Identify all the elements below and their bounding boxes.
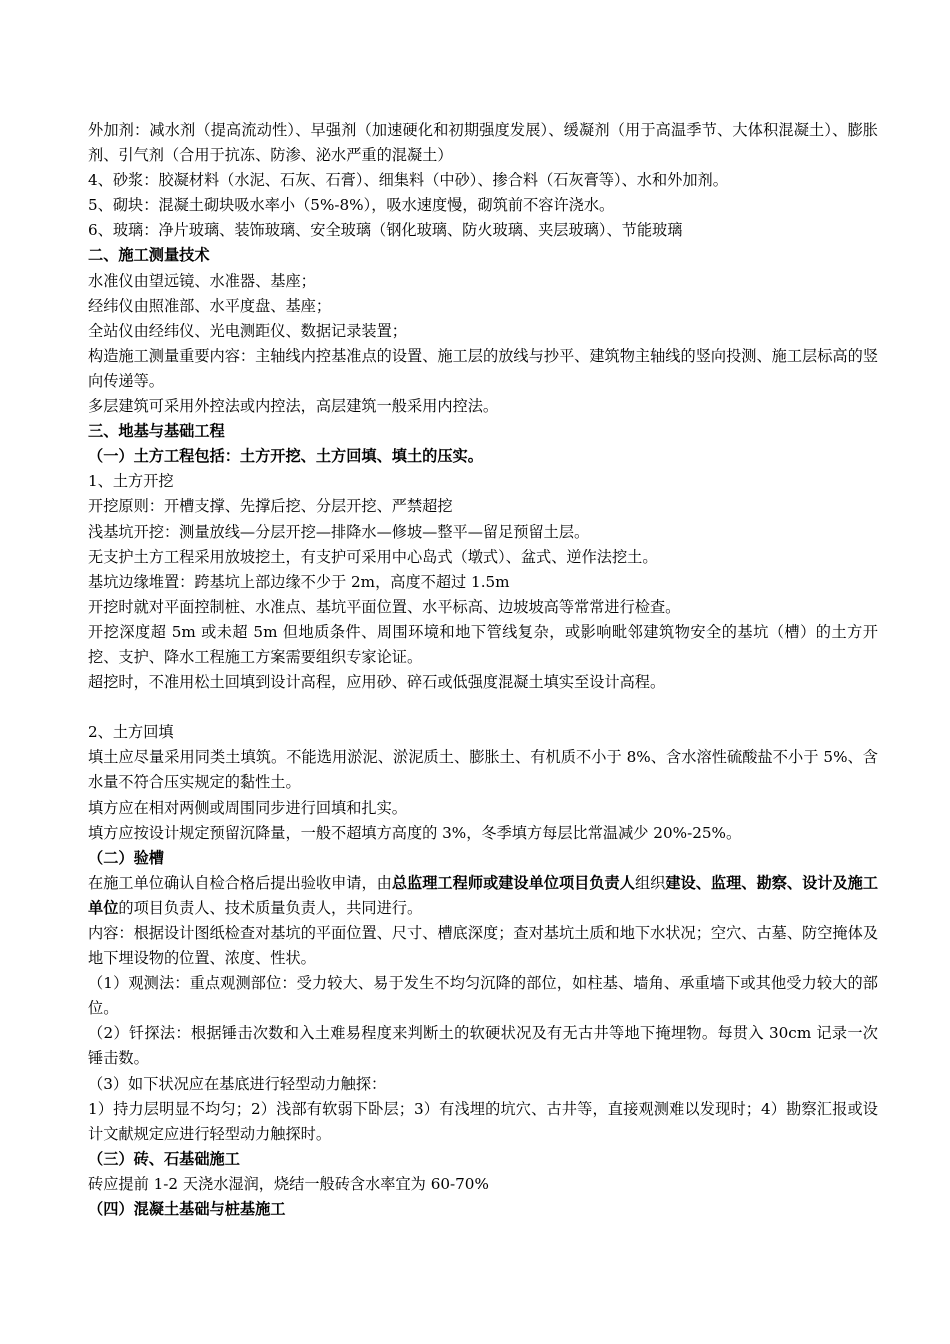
item-backfill: 2、土方回填: [88, 723, 174, 742]
support-method-paragraph: 无支护土方工程采用放坡挖土，有支护可采用中心岛式（墩式）、盆式、逆作法挖土。: [88, 547, 658, 566]
section-heading-survey: 二、施工测量技术: [88, 246, 210, 265]
glass-paragraph: 6、玻璃：净片玻璃、装饰玻璃、安全玻璃（钢化玻璃、防火玻璃、夹层玻璃）、节能玻璃: [88, 221, 683, 240]
subheading-earthwork: （一）土方工程包括：土方开挖、土方回填、填土的压实。: [88, 447, 483, 466]
fill-soil-paragraph: 填土应尽量采用同类土填筑。不能选用淤泥、淤泥质土、膨胀土、有机质不小于 8%、含水溶性硫酸盐不小于 5%、含水量不符合压实规定的黏性土。: [88, 748, 878, 792]
fill-sides-paragraph: 填方应在相对两侧或周围同步进行回填和扎实。: [88, 798, 407, 817]
settlement-paragraph: 填方应按设计规定预留沉降量，一般不超填方高度的 3%，冬季填方每层比常温减少 20%-25%。: [88, 823, 742, 842]
excavation-check-paragraph: 开挖时就对平面控制桩、水准点、基坑平面位置、水平标高、边坡坡高等常常进行检查。: [88, 597, 681, 616]
survey-content-paragraph: 构造施工测量重要内容：主轴线内控基准点的设置、施工层的放线与抄平、建筑物主轴线的竖向投测、施工层标高的竖向传递等。: [88, 346, 878, 390]
penetration-conditions-list: 1）持力层明显不均匀；2）浅部有软弱下卧层；3）有浅埋的坑穴、古井等，直接观测难以发现时；4）勘察汇报或设计文献规定应进行轻型动力触探时。: [88, 1099, 878, 1143]
inspection-text-1: 在施工单位确认自检合格后提出验收申请，由: [88, 873, 392, 892]
subheading-brick-foundation: （三）砖、石基础施工: [88, 1149, 240, 1168]
subheading-trench-inspection: （二）验槽: [88, 848, 164, 867]
inspection-bold-2: 建设、监理、勘察、设计及施工单位: [88, 873, 879, 917]
excavation-principle-paragraph: 开挖原则：开槽支撑、先撑后挖、分层开挖、严禁超挖: [88, 497, 453, 516]
item-excavation: 1、土方开挖: [88, 472, 174, 491]
control-method-paragraph: 多层建筑可采用外控法或内控法，高层建筑一般采用内控法。: [88, 397, 499, 416]
observation-method-paragraph: （1）观测法：重点观测部位：受力较大、易于发生不均匀沉降的部位，如柱基、墙角、承重墙下或其他受力较大的部位。: [88, 974, 878, 1018]
inspection-text-2: 组织: [634, 873, 666, 892]
document-page: [88, 118, 878, 1222]
brick-moisture-paragraph: 砖应提前 1-2 天浇水湿润，烧结一般砖含水率宜为 60-70%: [88, 1174, 489, 1193]
inspection-bold-1: 总监理工程师或建设单位项目负责人: [391, 873, 635, 892]
edge-stacking-paragraph: 基坑边缘堆置：跨基坑上部边缘不少于 2m，高度不超过 1.5m: [88, 572, 510, 591]
total-station-paragraph: 全站仪由经纬仪、光电测距仪、数据记录装置；: [88, 321, 407, 340]
section-heading-foundation: 三、地基与基础工程: [88, 422, 225, 441]
inspection-text-3: 的项目负责人、技术质量负责人，共同进行。: [118, 898, 423, 917]
probing-method-paragraph: （2）钎探法：根据锤击次数和入土难易程度来判断土的软硬状况及有无古井等地下掩埋物。每贯入 30cm 记录一次锤击数。: [88, 1024, 878, 1068]
inspection-content-paragraph: 内容：根据设计图纸检查对基坑的平面位置、尺寸、槽底深度；查对基坑土质和地下水状况；空穴、古墓、防空掩体及地下埋设物的位置、浓度、性状。: [88, 924, 878, 968]
subheading-concrete-pile: （四）混凝土基础与桩基施工: [88, 1200, 286, 1219]
level-instrument-paragraph: 水准仪由望远镜、水准器、基座；: [88, 271, 316, 290]
block-paragraph: 5、砌块：混凝土砌块吸水率小（5%-8%），吸水速度慢，砌筑前不容许浇水。: [88, 196, 615, 215]
mortar-paragraph: 4、砂浆：胶凝材料（水泥、石灰、石膏）、细集料（中砂）、掺合料（石灰膏等）、水和外加剂。: [88, 171, 728, 190]
admixture-paragraph: 外加剂：减水剂（提高流动性）、早强剂（加速硬化和初期强度发展）、缓凝剂（用于高温季节、大体积混凝土）、膨胀剂、引气剂（合用于抗冻、防渗、泌水严重的混凝土）: [88, 121, 878, 165]
over-excavation-paragraph: 超挖时，不准用松土回填到设计高程，应用砂、碎石或低强度混凝土填实至设计高程。: [88, 673, 666, 692]
penetration-conditions-intro: （3）如下状况应在基底进行轻型动力触探：: [88, 1074, 387, 1093]
blank-line: [88, 695, 878, 720]
inspection-organizer-paragraph: [88, 871, 878, 921]
theodolite-paragraph: 经纬仪由照准部、水平度盘、基座；: [88, 296, 331, 315]
expert-review-paragraph: 开挖深度超 5m 或未超 5m 但地质条件、周围环境和地下管线复杂，或影响毗邻建筑物安全的基坑（槽）的土方开挖、支护、降水工程施工方案需要组织专家论证。: [88, 622, 878, 666]
shallow-pit-paragraph: 浅基坑开挖：测量放线—分层开挖—排降水—修坡—整平—留足预留土层。: [88, 522, 590, 541]
